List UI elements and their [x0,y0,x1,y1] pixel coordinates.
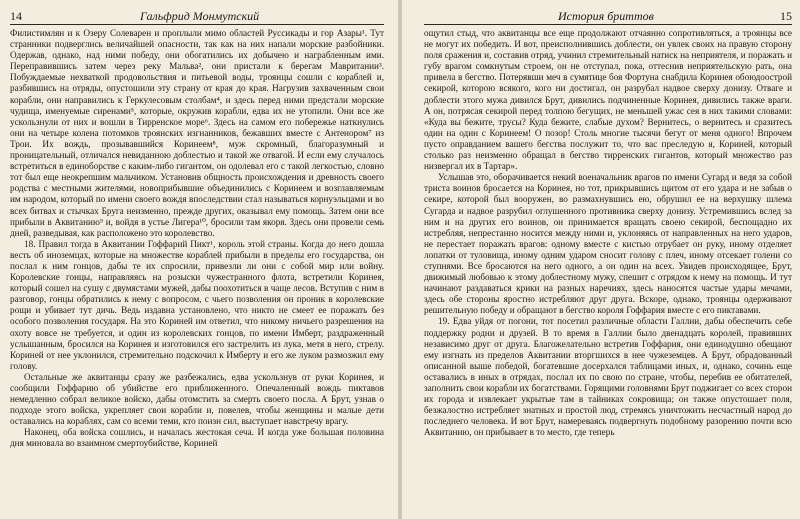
header-rule-left [10,24,384,25]
left-page-header [10,8,384,24]
right-page [402,0,800,519]
page-number-left: 14 [10,9,22,23]
paragraph: 18. Правил тогда в Аквитании Гоффарий Пикт¹, король этой страны. Когда до него дошла весть об иноземцах, которые на множестве кораблей прибыли в пределы его государства, он послал к ним гонцов, дабы те их спросили, привезли ли они с собой мир или войну. Королевские гонцы, направляясь на розыски чужестранного флота, встретили Коринея, который сошел на сушу с двумястами мужей, дабы поохотиться в чаще лесов. Вступив с ним в разговор, гонцы обратились к нему с вопросом, с чьего позволения он проник в королевские рощи и убивает тут дичь. Ведь издавна установлено, что никто не смеет ее поражать без особого позволения государя. На это Кориней им ответил, что никому ничьего разрешения на охоту вовсе не требуется, и один из королевских гонцов, по имени Имберт, раздраженный услышанным, бросился на Коринея и изготовился его застрелить из лука, метя в него, стрелу. Кориней от нее уклонился, стремительно подскочил к Имберту и его же луком размозжил ему голову. [10,238,384,371]
right-page-header [424,8,792,24]
paragraph: ощутил стыд, что аквитанцы все еще продолжают отчаянно сопротивляться, а троянцы все не могут их победить. И вот, преисполнившись доблести, он увлек своих на правую сторону поля сражения и, составив отряд, учинил стремительный натиск на неприятеля, и поражать и губу врагом сомкнутым строем, он не отступал, пока, оттеснив неприятельскую рать, она привела в бегство. Потерявши меч в сумятице боя Фортуна снабдила Коринея обоюдоострой секирой, которою всякого, кого ни достигал, он разрубал надвое сверху донизу. Отваге и доблести этого мужа дивился Брут, дивились подчиненные Коринея, дивились также враги. А он, потрясая секирой перед толпою бегущих, не меньшей ужас сея в них такими словами: «Куда вы бежите, трусы? Куда бежите, слабые духом? Вернитесь, о вернитесь и сразитесь один на один с Коринеем! О позор! Столь многие тысячи бегут от меня одного! Впрочем пусто оправданием вашего бегства послужит то, что вас преследую я, Кориней, который столько раз неизменно обращал в бегство тирренских гигантов, который множество раз низвергал их в Тартар». [424,28,792,172]
paragraph: Филистимлян и к Озеру Солеварен и проплыли мимо областей Руссикады и гор Азары¹. Тут странники подверглись величайшей опасности, так как на них напали морские разбойники. Одержав, однако, над ними победу, они обогатились их добычею и награбленным ими. Переправившись затем через реку Мальва², они пристали к берегам Мавритании³. Побуждаемые нехваткой продовольствия и питьевой воды, троянцы сошли с кораблей и, разбившись на отряды, опустошили эту страну от края до края. Нагрузив захваченным свои корабли, они направились к Геркулесовым столбам⁴, и здесь перед ними предстали морские чудища, именуемые сиренами⁵, которые, окружив корабли, едва их не утопили. Они все же ускользнули от них и вошли в Тирренское море⁶. Здесь на самом его побережье наткнулись они на четыре колена потомков троянских изгнанников, бежавших вместе с Антенором⁷ из Трои. Их вождь, прозывавшийся Коринеем⁸, муж скромный, благоразумный и проницательный, отличался невиданною доблестью и такой же отвагой. И если ему случалось встретиться в единоборстве с каким-либо гигантом, он одолевал его с такой легкостью, словно тот был еще неокрепшим мальчиком. Установив общность происхождения и древность своего родства с местными жителями, новоприбывшие объединились с Коринеем и возглавляемым им народом, который по имени своего вождя впоследствии стал называться корнуэльцами и во всех битвах и стычках Бруга неизменно, прежде других, оказывал ему помощь. Затем они все прибыли в Аквитанию⁹ и, войдя в устье Лигера¹⁰, бросили там якоря. Здесь они провели семь дней, разведывая, как расположено это королевство. [10,28,384,238]
header-rule-right [424,24,792,25]
right-page-body [424,28,792,438]
running-head-left: Гальфрид Монмутский [140,9,260,23]
paragraph: Наконец, оба войска сошлись, и началась жестокая сеча. И когда уже большая половина дня миновала во взаимном смертоубийстве, Кориней [10,427,384,449]
left-page [0,0,398,519]
paragraph: Остальные же аквитанцы сразу же разбежались, едва ускользнув от руки Коринея, и сообщили Гоффарию об убийстве его приближенного. Опечаленный вождь пиктавов немедленно собрал великое войско, дабы отомстить за смерть своего посла. А Брут, узнав о подходе этого войска, укрепляет свои корабли и, повелев, чтобы женщины и малые дети оставались на кораблях, сам со всеми теми, кто поизн сил, выступает навстречу врагу. [10,371,384,427]
running-head-right: История бриттов [558,9,654,23]
page-number-right: 15 [780,9,792,23]
paragraph: 19. Едва уйдя от погони, тот посетил различные области Галлии, дабы обеспечить себе поддержку родни и друзей. В то время в Галлии было двенадцать королей, правивших независимо друг от друга. Благожелательно встретив Гоффария, они единодушно обещают ему изгнать из пределов Аквитании вторгшихся в нее чужеземцев. А Брут, обрадованный описанной выше победой, богатевшие досерхался таблицами иных, и, однако, сочинь еще оставались в иных в отрядах, послал их по свою по стране, чтобы, перебив ее обитателей, заполнить свои корабли их богатствами. Горящими головнями Брут поджигает со всех сторон их города и извлекает укрытые там в тайниках сокровища; он также опустошает поля, безжалостно истребляет знатных и простой люд, стремясь уничтожить несчастный народ до последнего человека. И вот Брут, намереваясь подвергнуть подобному разорению почти всю Аквитанию, он прибывает в то место, где теперь [424,316,792,438]
left-page-body [10,28,384,450]
paragraph: Услышав это, оборачивается некий военачальник врагов по имени Сугард и ведя за собой триста воинов бросается на Коринея, но тот, прикрывшись щитом от его удара и не забыв о секире, которой был вооружен, во размахнувшись ею, обрушил ее на верхушку шлема Сугарда и надвое разрубил оглушенного противника сверху донизу. Устремившись вслед за ним и на других его воинов, он принимается вращать своею секирой, беспощадно их истребляя, непрестанно носится между ними и, уклоняясь от направленных на него ударов, не перестает поражать врагов: одному вместе с кистью отрубает он руку, иному отделяет лопатки от туловища, иному одним ударом сносит голову с плеч, иному отсекает голени со ступнями. Все бросаются на него одного, а он один на всех. Увидев происходящее, Брут, движимый любовью к этому доблестному мужу, спешит с отрядом к нему на помощь. И тут начинают раздаваться крики на разных наречиях, здесь наносятся частые удары мечами, здесь обе стороны яростно истребляют друг друга. Вскоре, однако, троянцы одерживают решительную победу и обращают в бегство короля Гоффария вместе с его пиктавами. [424,172,792,316]
